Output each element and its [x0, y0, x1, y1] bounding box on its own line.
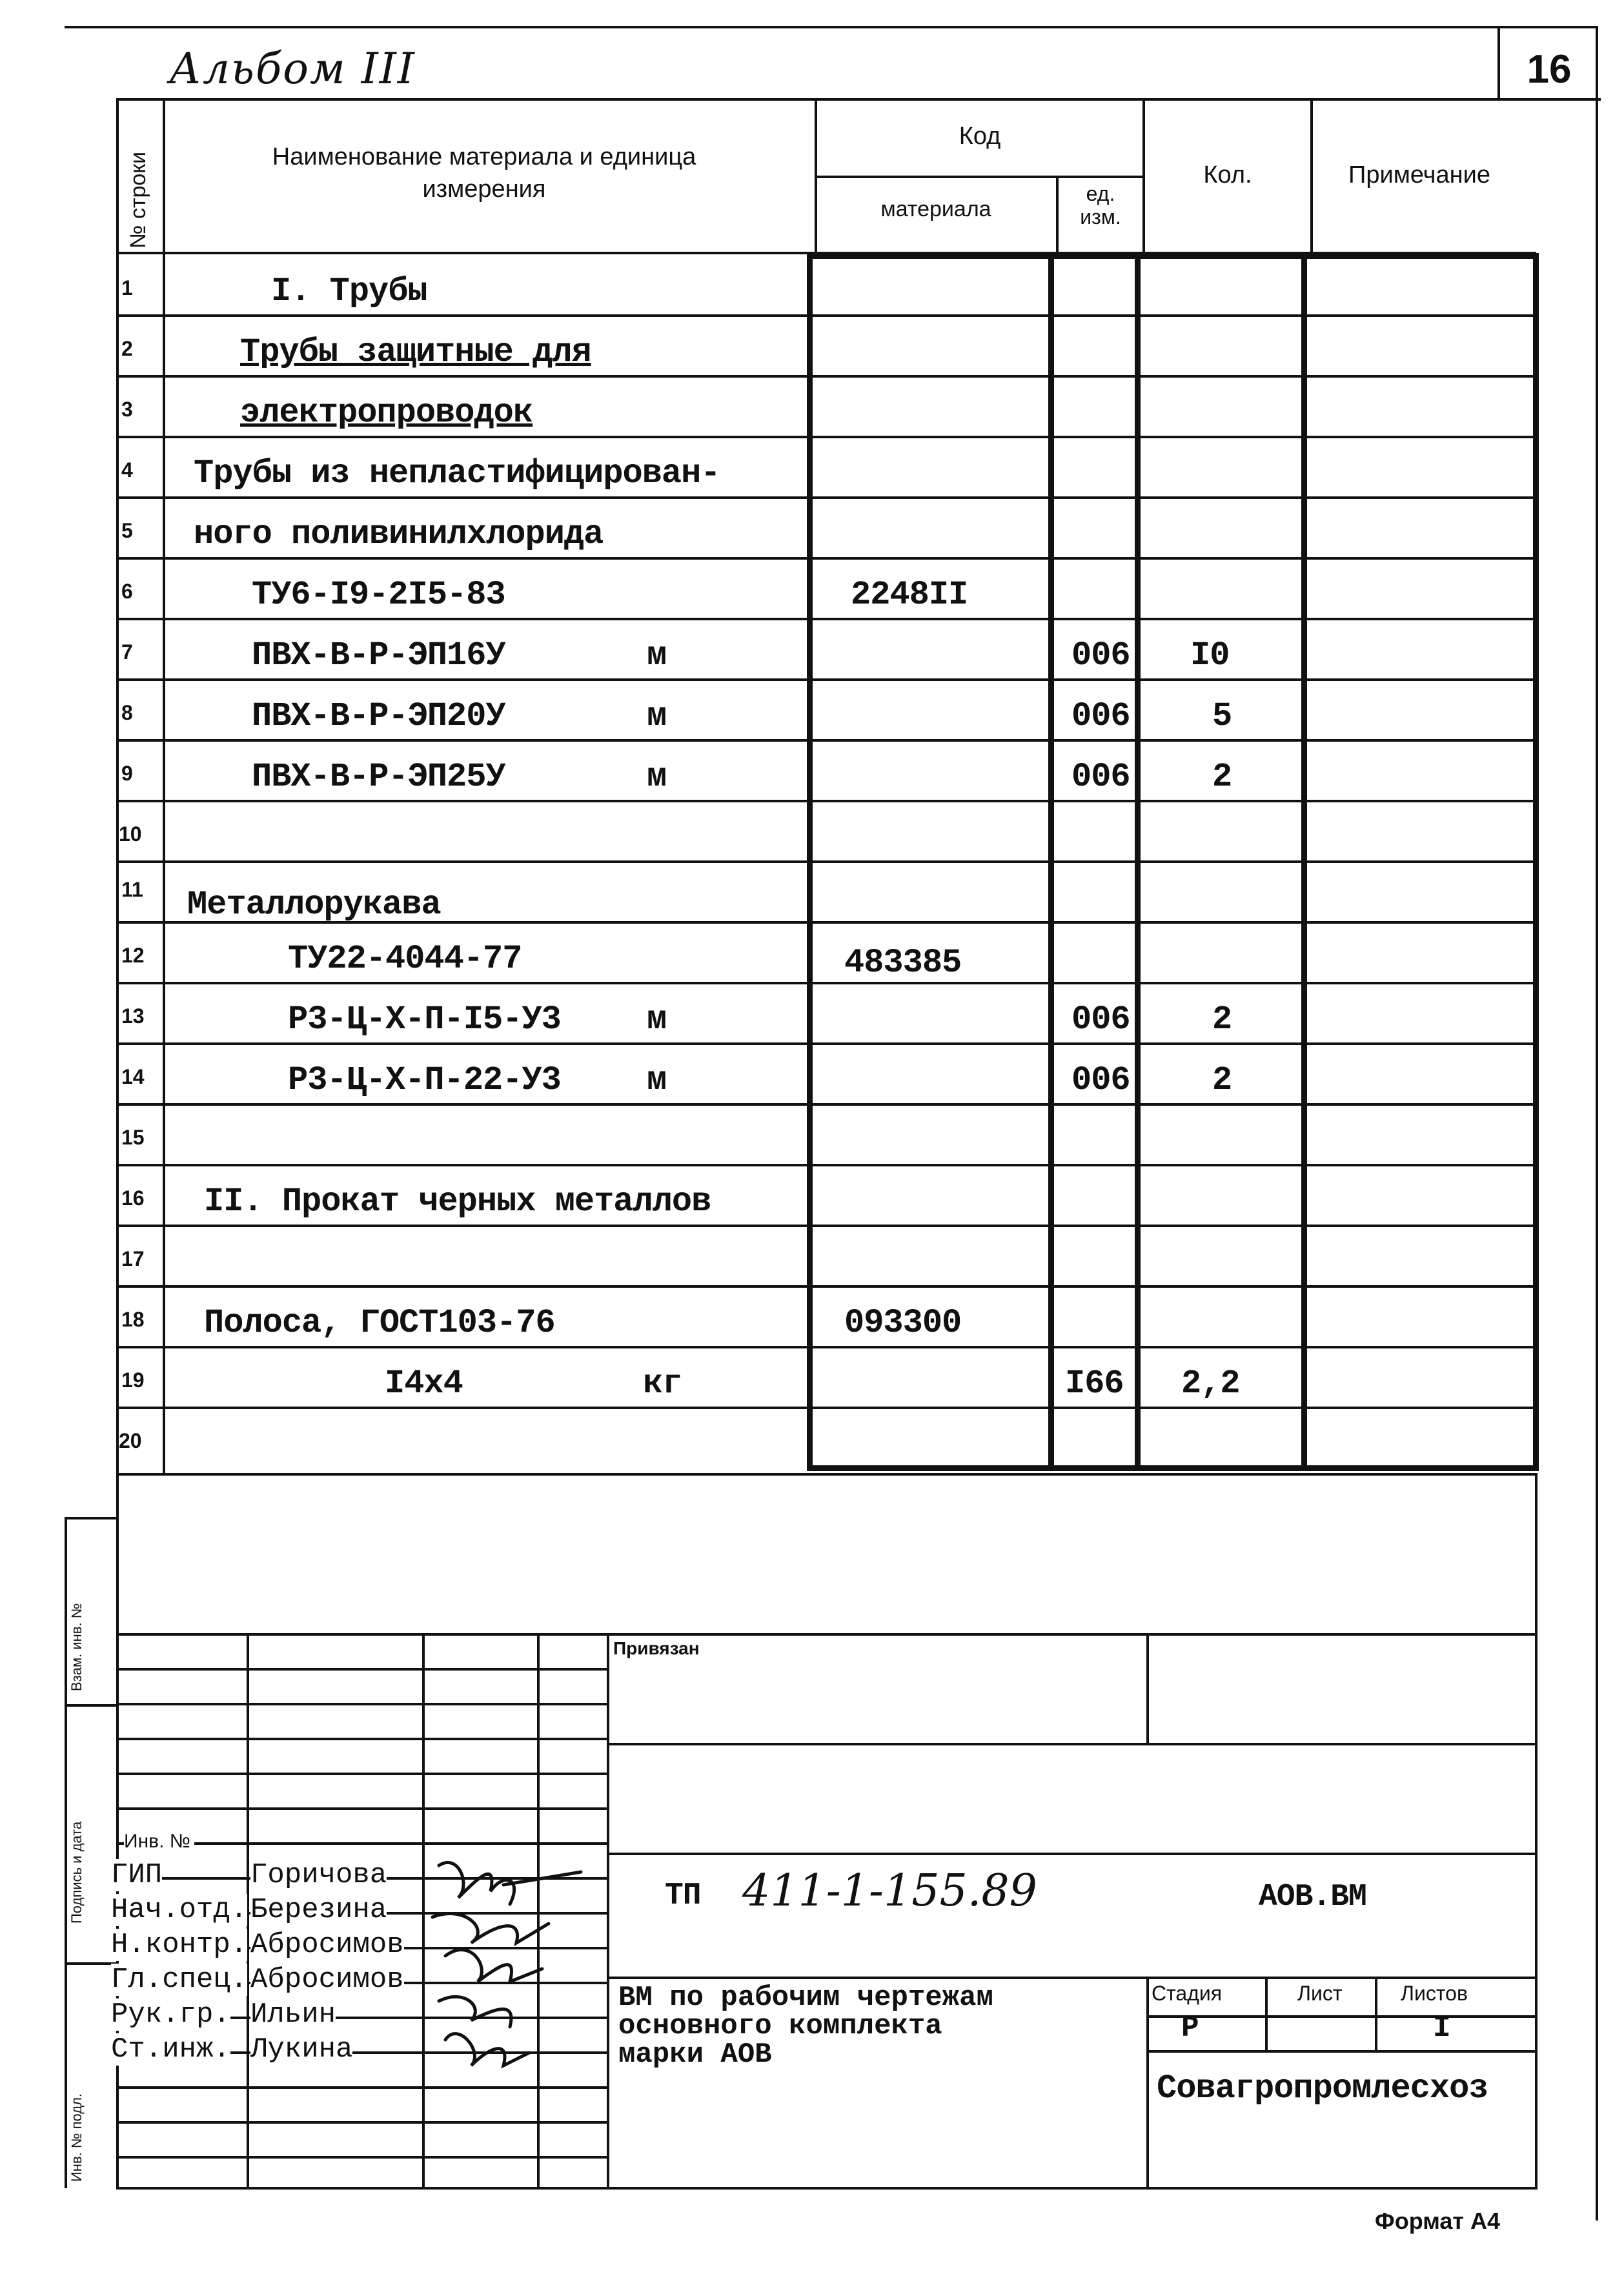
row-qty: 2: [1212, 1001, 1232, 1039]
lower-right-border: [1535, 1473, 1538, 2190]
row-name: электропроводок: [240, 394, 533, 432]
doc-mark: АОВ.ВМ: [1259, 1880, 1366, 1915]
stamp-org-line: [1146, 2050, 1536, 2053]
stamp-stage-div1: [1265, 1977, 1268, 2050]
row-name: ПВХ-В-Р-ЭП25У: [252, 758, 505, 796]
sheet-label: Лист: [1297, 1982, 1343, 2005]
row-ed: 006: [1071, 758, 1130, 796]
binding-label-replace: Взам. инв. №: [68, 1603, 85, 1691]
header-row-number: № строки: [126, 151, 150, 249]
header-note: Примечание: [1348, 161, 1490, 188]
doc-title-line-1: ВМ по рабочим чертежам: [618, 1982, 993, 2014]
header-code: Код: [959, 123, 1001, 150]
binding-label-inv: Инв. № подл.: [68, 2093, 85, 2182]
stamp-stage-line: [1146, 2015, 1536, 2018]
stamp-privyazan-bottom: [607, 1743, 1536, 1745]
row-unit: м: [647, 697, 667, 735]
top-frame-line: [65, 26, 1598, 28]
stamp-mid-line: [607, 1853, 1536, 1855]
row-qty: I0: [1190, 636, 1230, 675]
header-material-name: Наименование материала и единица измерения: [272, 143, 696, 203]
signature-scribbles: [413, 1846, 607, 2079]
row-unit: м: [647, 1061, 667, 1099]
doc-code: ТП: [665, 1878, 701, 1913]
row-name: ТУ22-4044-77: [288, 940, 522, 978]
row-qty: 2: [1212, 1061, 1232, 1099]
row-unit: м: [647, 758, 667, 796]
row-ed: I66: [1065, 1365, 1124, 1403]
album-title: Альбом III: [169, 44, 416, 94]
stamp-bottom: [116, 2187, 1536, 2190]
rownum-divider: [163, 98, 165, 1473]
row-qty: 2,2: [1181, 1365, 1240, 1403]
binding-strip-div1: [65, 1704, 119, 1707]
doc-title-line-3: марки АОВ: [618, 2038, 772, 2071]
stamp-title-line: [607, 1977, 1536, 1979]
stage-label: Стадия: [1152, 1982, 1223, 2005]
row-qty: 5: [1212, 697, 1232, 735]
sheets-value: I: [1433, 2011, 1450, 2045]
row-name: Трубы защитные для: [240, 333, 591, 371]
body-thick-top: [807, 253, 1539, 259]
stage-value: Р: [1181, 2011, 1199, 2045]
row-name: II. Прокат черных металлов: [204, 1183, 711, 1221]
row-name: Р3-Ц-Х-П-I5-У3: [288, 1001, 561, 1039]
binding-strip-top: [65, 1517, 119, 1520]
row-unit: кг: [643, 1365, 682, 1403]
sheets-label: Листов: [1401, 1982, 1468, 2005]
organization: Совагропромлесхоз: [1157, 2069, 1488, 2108]
row-code: 483385: [844, 944, 962, 982]
privyazan-label: Привязан: [613, 1638, 700, 1658]
row-name: ного поливинилхлорида: [194, 515, 604, 553]
row-name: Полоса, ГОСТ103-76: [204, 1304, 555, 1342]
page-number: 16: [1527, 47, 1572, 92]
doc-number: 411-1-155.89: [742, 1865, 1037, 1916]
stamp-stage-left: [1146, 1977, 1149, 2187]
header-quantity: Кол.: [1203, 161, 1252, 188]
page-number-divider: [1497, 26, 1500, 100]
right-outer-border: [1596, 26, 1598, 2221]
row-ed: 006: [1071, 1061, 1130, 1099]
stamp-stage-div2: [1375, 1977, 1377, 2050]
row-name: I4х4: [385, 1365, 463, 1403]
row-name: Трубы из непластифицирован-: [194, 454, 720, 493]
stamp-top: [116, 1633, 1536, 1636]
row-name: I. Трубы: [271, 272, 427, 310]
row-code: 2248II: [851, 576, 968, 614]
body-end-line: [116, 1473, 1536, 1476]
row-unit: м: [647, 636, 667, 675]
row-name: ПВХ-В-Р-ЭП16У: [252, 636, 505, 675]
row-qty: 2: [1212, 758, 1232, 796]
row-name: Р3-Ц-Х-П-22-У3: [288, 1061, 561, 1099]
header-code-material: материала: [880, 197, 991, 221]
row-ed: 006: [1071, 697, 1130, 735]
header-code-unit: ед. изм.: [1080, 182, 1121, 229]
stamp-block-left: [607, 1633, 609, 2188]
binding-label-signature: Подпись и дата: [68, 1821, 85, 1924]
binding-strip-left: [65, 1517, 67, 2188]
row-code: 093300: [844, 1304, 962, 1342]
row-unit: м: [647, 1001, 667, 1039]
row-name: Металлорукава: [187, 886, 441, 924]
inv-no-label: Инв. №: [124, 1831, 194, 1853]
header-code-split: [815, 176, 1145, 178]
stamp-privyazan-right: [1146, 1633, 1149, 1743]
body-thick-bottom: [807, 1465, 1539, 1471]
row-ed: 006: [1071, 1001, 1130, 1039]
row-ed: 006: [1071, 636, 1130, 675]
row-name: ПВХ-В-Р-ЭП20У: [252, 697, 505, 735]
table-top-border: [116, 98, 1601, 101]
format-label: Формат А4: [1375, 2208, 1501, 2234]
doc-title-line-2: основного комплекта: [618, 2010, 942, 2042]
row-name: ТУ6-I9-2I5-83: [252, 576, 505, 614]
